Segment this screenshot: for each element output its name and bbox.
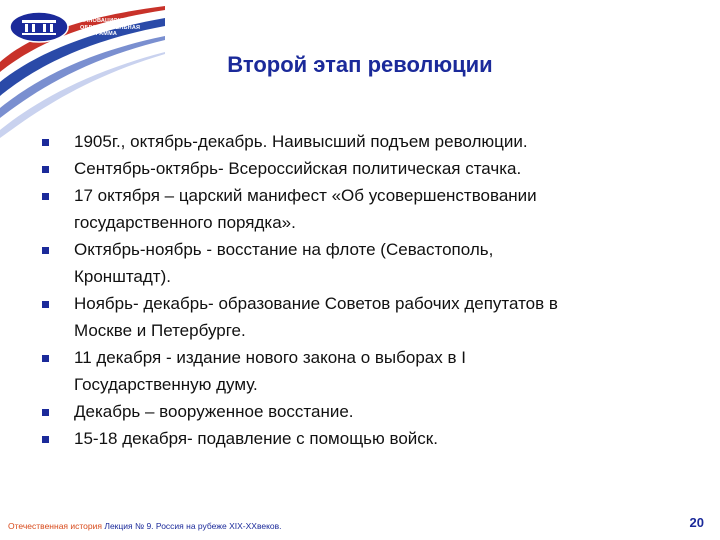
slide-footer (8, 521, 282, 531)
bullet-text-line: Кронштадт). (74, 267, 171, 286)
bullet-text-line: Москве и Петербурге. (74, 321, 246, 340)
bullet-item (42, 236, 692, 290)
bullet-text-line: 11 декабря - издание нового закона о выборах в I (74, 348, 466, 367)
bullet-text-line: 1905г., октябрь-декабрь. Наивысший подъем революции. (74, 132, 528, 151)
bullet-text-line: Сентябрь-октябрь- Всероссийская политическая стачка. (74, 159, 522, 178)
university-logo (8, 8, 168, 48)
footer-lecture: Лекция № 9. Россия на рубеже XIX-XXвеков. (104, 521, 282, 531)
bullet-item (42, 155, 692, 182)
bullet-text-line: Ноябрь- декабрь- образование Советов рабочих депутатов в (74, 294, 558, 313)
page-number: 20 (689, 515, 704, 530)
square-bullet-icon (42, 139, 49, 146)
bullet-item (42, 398, 692, 425)
logo-line: ПРОГРАММА (80, 31, 118, 37)
bullet-item (42, 344, 692, 398)
bullet-text-line: 17 октября – царский манифест «Об усовершенствовании (74, 186, 537, 205)
bullet-item (42, 425, 692, 452)
bullet-item (42, 290, 692, 344)
slide-title: Второй этап революции (227, 52, 493, 77)
bullet-text-line: государственного порядка». (74, 213, 296, 232)
logo-line: ОБРАЗОВАТЕЛЬНАЯ (80, 24, 141, 31)
square-bullet-icon (42, 247, 49, 254)
bullet-text-line: 15-18 декабря- подавление с помощью войск. (74, 429, 438, 448)
university-emblem-icon (8, 10, 70, 44)
square-bullet-icon (42, 166, 49, 173)
square-bullet-icon (42, 193, 49, 200)
square-bullet-icon (42, 301, 49, 308)
bullet-list (42, 128, 692, 452)
bullet-text-line: Декабрь – вооруженное восстание. (74, 402, 354, 421)
bullet-text-line: Государственную думу. (74, 375, 258, 394)
bullet-text-line: Октябрь-ноябрь - восстание на флоте (Севастополь, (74, 240, 494, 259)
square-bullet-icon (42, 409, 49, 416)
bullet-item (42, 128, 692, 155)
footer-course: Отечественная история (8, 521, 102, 531)
bullet-item (42, 182, 692, 236)
logo-text (80, 18, 140, 38)
square-bullet-icon (42, 355, 49, 362)
square-bullet-icon (42, 436, 49, 443)
logo-line: ИННОВАЦИОННАЯ (80, 18, 135, 24)
